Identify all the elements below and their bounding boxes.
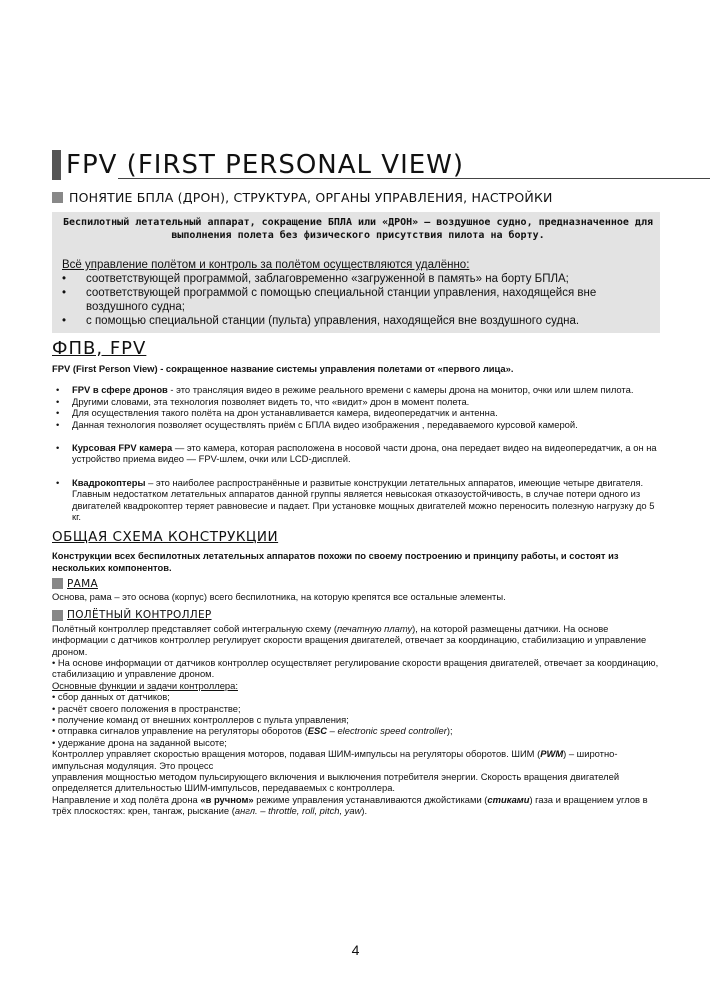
camera-list — [52, 442, 660, 465]
subtitle-row — [52, 188, 660, 206]
text-run: ) газа и вращением углов в трёх плоскостях: крен, тангаж, рыскание ( — [52, 793, 648, 817]
text-run: Полётный контроллер представляет собой интегральную схему ( — [52, 622, 337, 634]
definition-text: Беспилотный летательный аппарат, сокращение БПЛА или «ДРОН» – воздушное судно, предназначенное для выполнения полета без физического присутствия пилота на борту. — [62, 217, 653, 241]
text-run-bold: «в ручном» — [200, 793, 254, 805]
text-run: ); — [446, 725, 453, 737]
title-accent-bar — [52, 150, 61, 180]
list-item: • с помощью специальной станции (пульта) управления, находящейся вне воздушного судна. — [62, 314, 654, 328]
list-item-term: Квадрокоптеры — [72, 476, 146, 488]
list-item: • соответствующей программой, заблаговременно «загруженной в память» на борту БПЛА; — [62, 272, 654, 286]
fpv-intro-term: FPV (First Person View) — [52, 363, 158, 374]
list-item-text: Другими словами, эта технология позволяет видеть то, что «видит» дрон в момент полета. — [72, 395, 470, 407]
frame-title: РАМА — [67, 577, 98, 590]
list-item-text: – это наиболее распространённые и развитые конструкции летательных аппаратов, имеющие четыре двигателя. Главным недостатком летательных аппаратов данной группы является невысокая отказоустойчивость, в случае потери одного из двигателей квадрокоптер теряет равновесие и падает. При установке мощных двигателей можно переносить полезную нагрузку до 5 кг. — [72, 476, 655, 523]
text-run-italic: печатную плату — [336, 622, 413, 634]
controller-task: • сбор данных от датчиков; — [52, 691, 170, 703]
controller-paragraph-5 — [52, 794, 660, 817]
controller-title: ПОЛЁТНЫЙ КОНТРОЛЛЕР — [67, 609, 212, 622]
list-item — [52, 419, 660, 430]
list-item — [52, 396, 660, 407]
text-run: • отправка сигналов управление на регуляторы оборотов ( — [52, 725, 308, 737]
list-item — [52, 407, 660, 418]
controller-task: • получение команд от внешних контроллеров с пульта управления; — [52, 713, 349, 725]
text-run: ) – широтно-импульсная модуляция. Это процесс — [52, 748, 618, 771]
controller-paragraph-4: управления мощностью методом пульсирующего включения и выключения потребителя энергии. Скорость вращения двигателей определяется длительностью ШИМ-импульсов, передаваемых с контроллера. — [52, 770, 620, 794]
list-item-text: Для осуществления такого полёта на дрон устанавливается камера, видеопередатчик и антенна. — [72, 407, 498, 419]
text-run: режиме управления устанавливаются джойстиками ( — [253, 793, 488, 805]
fpv-intro-rest: - сокращенное название системы управления полетами от «первого лица». — [157, 363, 514, 374]
frame-header — [52, 576, 660, 591]
list-item-term: FPV в сфере дронов — [72, 384, 168, 396]
text-run-bold-italic: PWM — [540, 748, 564, 760]
scheme-title: ОБЩАЯ СХЕМА КОНСТРУКЦИИ — [52, 529, 279, 546]
document-page — [52, 148, 660, 817]
page-number: 4 — [351, 942, 360, 958]
page-title: FPV (FIRST PERSONAL VIEW) — [66, 150, 465, 180]
subtitle-marker — [52, 192, 63, 203]
fpv-section-header — [52, 337, 660, 359]
fpv-section-title: ФПВ, FPV — [52, 337, 147, 359]
text-run-italic: – electronic speed controller — [327, 725, 447, 737]
fpv-list — [52, 384, 660, 430]
page-subtitle: ПОНЯТИЕ БПЛА (ДРОН), СТРУКТУРА, ОРГАНЫ УПРАВЛЕНИЯ, НАСТРОЙКИ — [69, 189, 553, 205]
controller-task — [52, 725, 660, 736]
text-run-bold-italic: ESC — [307, 725, 328, 737]
quad-list — [52, 477, 660, 523]
list-item — [52, 442, 660, 465]
control-heading: Всё управление полётом и контроль за полётом осуществляются удалённо: — [62, 259, 470, 271]
controller-paragraph-2: • На основе информации от датчиков контроллер осуществляет регулирование скорости вращения двигателей, отвечает за координацию, стабилизацию и управление дроном. — [52, 656, 659, 680]
fpv-intro — [52, 363, 660, 374]
title-underline — [118, 178, 710, 179]
list-item-term: Курсовая FPV камера — [72, 442, 173, 454]
controller-task: • удержание дрона на заданной высоте; — [52, 736, 227, 748]
controller-task: • расчёт своего положения в пространстве; — [52, 702, 241, 714]
list-item: • соответствующей программой с помощью специальной станции управления, находящейся вне воздушного судна; — [62, 286, 654, 314]
controller-paragraph-3 — [52, 748, 660, 771]
scheme-text: Конструкции всех беспилотных летательных аппаратов похожи по своему построению и принципу работы, и состоят из нескольких компонентов. — [52, 550, 619, 573]
text-run: ). — [361, 805, 368, 817]
list-item-text: - это трансляция видео в режиме реального времени с камеры дрона на монитор, очки или шлем пилота. — [167, 384, 634, 396]
list-item-text: Данная технология позволяет осуществлять приём с БПЛА видео изображения , передаваемого курсовой камерой. — [72, 418, 578, 430]
list-item-text: — это камера, которая расположена в носовой части дрона, она передает видео на видеопередатчик, а он на устройство приема видео — FPV-шлем, очки или LCD-дисплей. — [72, 442, 657, 465]
text-run-italic: англ. – throttle, roll, pitch, yaw — [234, 805, 362, 817]
text-run: ), на которой размещены датчики. На основе информации с датчиков контроллер регулирует скорости вращения двигателей, отвечает за координацию, стабилизацию и управление дроном. — [52, 622, 647, 657]
list-item — [52, 384, 660, 395]
control-list — [62, 272, 654, 328]
definition-box — [52, 212, 660, 333]
controller-marker — [52, 610, 63, 621]
text-run-bold-italic: стиками — [487, 793, 530, 805]
list-item — [52, 477, 660, 523]
controller-tasks-heading: Основные функции и задачи контроллера: — [52, 679, 238, 691]
text-run: Контроллер управляет скоростью вращения моторов, подавая ШИМ-импульсы на регуляторы оборотов. ШИМ ( — [52, 748, 541, 760]
title-row — [52, 148, 660, 182]
frame-text: Основа, рама – это основа (корпус) всего беспилотника, на которую крепятся все остальные элементы. — [52, 591, 506, 603]
frame-marker — [52, 578, 63, 589]
controller-header — [52, 608, 660, 623]
text-run: Направление и ход полёта дрона — [52, 793, 201, 805]
controller-paragraph-1 — [52, 623, 660, 657]
